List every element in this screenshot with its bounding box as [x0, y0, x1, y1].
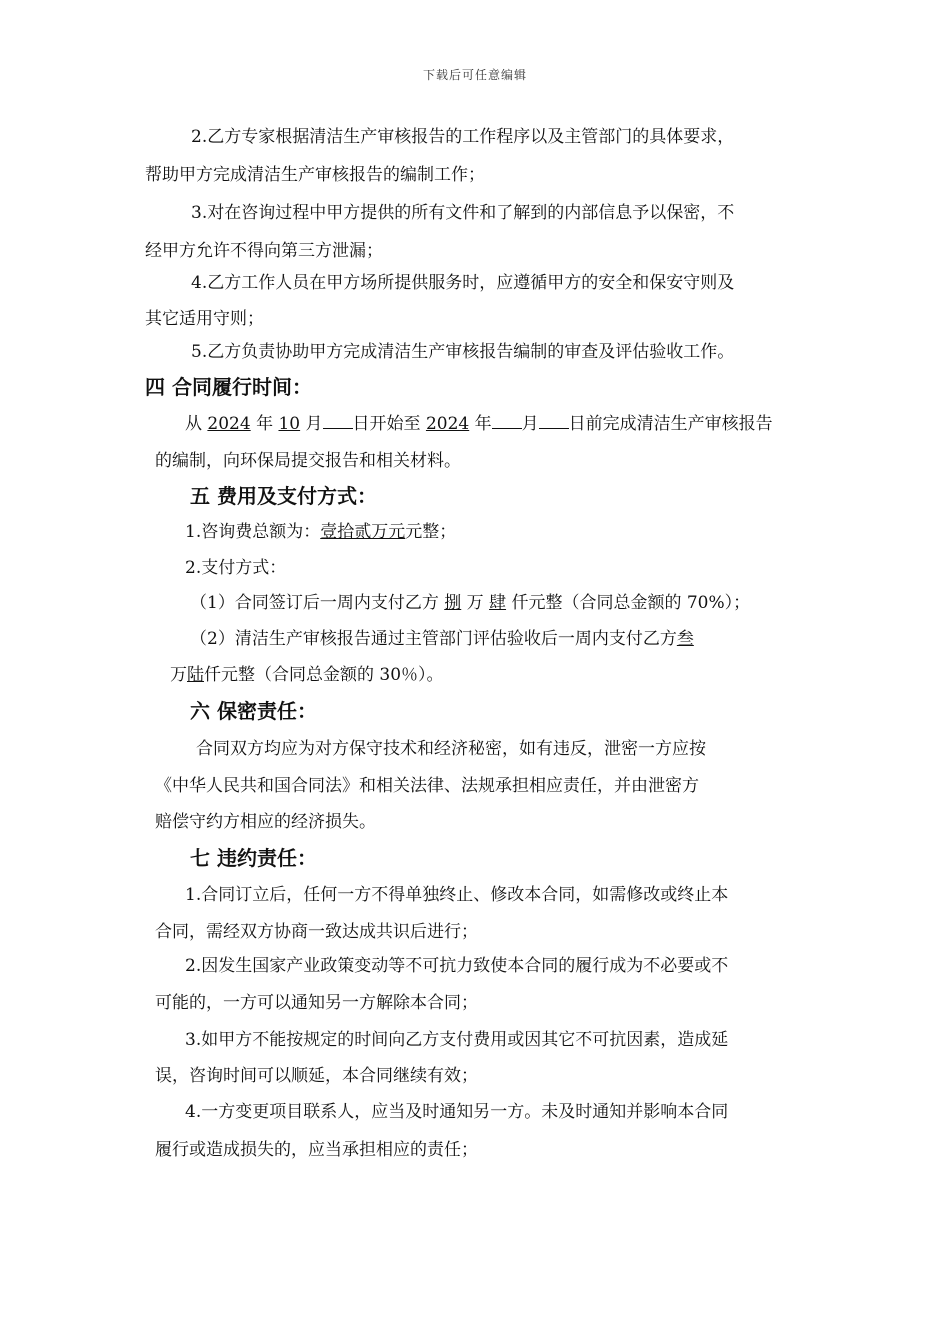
clause-3-item-4-line-2: 其它适用守则； [145, 309, 264, 329]
fee-total-label: 1.咨询费总额为： [185, 522, 321, 542]
clause-3-item-5: 5.乙方负责协助甲方完成清洁生产审核报告编制的审查及评估验收工作。 [191, 342, 735, 362]
payment-2-qian: 陆 [187, 665, 204, 685]
clause-3-item-2-line-1: 2.乙方专家根据清洁生产审核报告的工作程序以及主管部门的具体要求， [191, 127, 735, 147]
section-6-title: 六 保密责任： [190, 699, 317, 723]
breach-item-2-line-1: 2.因发生国家产业政策变动等不可抗力致使本合同的履行成为不必要或不 [185, 956, 729, 976]
breach-item-3-line-1: 3.如甲方不能按规定的时间向乙方支付费用或因其它不可抗因素，造成延 [185, 1030, 729, 1050]
payment-2-wan: 叁 [676, 629, 694, 649]
fee-total-line [185, 521, 456, 543]
payment-method-label: 2.支付方式： [185, 558, 287, 578]
end-day-blank [539, 412, 569, 429]
section-4-title: 四 合同履行时间： [145, 375, 312, 399]
fee-total-amount: 壹拾贰万元 [320, 522, 406, 542]
clause-3-item-2-line-2: 帮助甲方完成清洁生产审核报告的编制工作； [145, 165, 485, 185]
confidentiality-line-3: 赔偿守约方相应的经济损失。 [155, 812, 376, 832]
payment-1-line [190, 592, 750, 614]
payment-1-text: （1）合同签订后一周内支付乙方 [190, 593, 445, 613]
end-month-blank [492, 412, 522, 429]
text-year-2: 年 [469, 414, 492, 434]
text-year: 年 [250, 414, 279, 434]
clause-3-item-4-line-1: 4.乙方工作人员在甲方场所提供服务时，应遵循甲方的安全和保安守则及 [191, 273, 735, 293]
start-month: 10 [278, 414, 301, 434]
text-month-2: 月 [521, 414, 539, 434]
breach-item-2-line-2: 可能的，一方可以通知另一方解除本合同； [155, 993, 478, 1013]
start-day-blank [323, 412, 353, 429]
page-header: 下载后可任意编辑 [422, 68, 527, 82]
payment-2-wan-label: 万 [170, 665, 187, 685]
confidentiality-line-1: 合同双方均应为对方保守技术和经济秘密，如有违反，泄密一方应按 [196, 739, 706, 759]
clause-3-item-3-line-2: 经甲方允许不得向第三方泄漏； [145, 241, 383, 261]
fee-total-suffix: 元整； [405, 522, 457, 542]
breach-item-3-line-2: 误，咨询时间可以顺延，本合同继续有效； [155, 1066, 478, 1086]
text-start-until: 日开始至 [352, 414, 426, 434]
end-year: 2024 [425, 414, 470, 434]
breach-item-4-line-2: 履行或造成损失的，应当承担相应的责任； [155, 1140, 478, 1160]
payment-1-suffix: 仟元整（合同总金额的 70%）； [506, 593, 751, 613]
payment-2-text: （2）清洁生产审核报告通过主管部门评估验收后一周内支付乙方 [190, 629, 677, 649]
text-from: 从 [185, 414, 208, 434]
section-7-title: 七 违约责任： [190, 846, 317, 870]
performance-time-line-2: 的编制，向环保局提交报告和相关材料。 [155, 451, 461, 471]
payment-2-suffix: 仟元整（合同总金额的 30％）。 [204, 665, 444, 685]
payment-2-line-2 [170, 664, 444, 686]
payment-1-qian: 肆 [489, 593, 507, 613]
breach-item-1-line-1: 1.合同订立后，任何一方不得单独终止、修改本合同，如需修改或终止本 [185, 885, 729, 905]
clause-3-item-3-line-1: 3.对在咨询过程中甲方提供的所有文件和了解到的内部信息予以保密，不 [191, 203, 735, 223]
breach-item-1-line-2: 合同，需经双方协商一致达成共识后进行； [155, 922, 478, 942]
payment-1-wan-label: 万 [461, 593, 490, 613]
payment-2-line-1 [190, 628, 694, 650]
performance-time-line-1 [185, 412, 773, 435]
start-year: 2024 [207, 414, 251, 434]
section-5-title: 五 费用及支付方式： [190, 484, 377, 508]
payment-1-wan: 捌 [444, 593, 462, 613]
text-month: 月 [300, 414, 323, 434]
text-complete: 日前完成清洁生产审核报告 [568, 414, 773, 434]
breach-item-4-line-1: 4.一方变更项目联系人，应当及时通知另一方。未及时通知并影响本合同 [185, 1102, 729, 1122]
confidentiality-line-2: 《中华人民共和国合同法》和相关法律、法规承担相应责任，并由泄密方 [155, 776, 699, 796]
